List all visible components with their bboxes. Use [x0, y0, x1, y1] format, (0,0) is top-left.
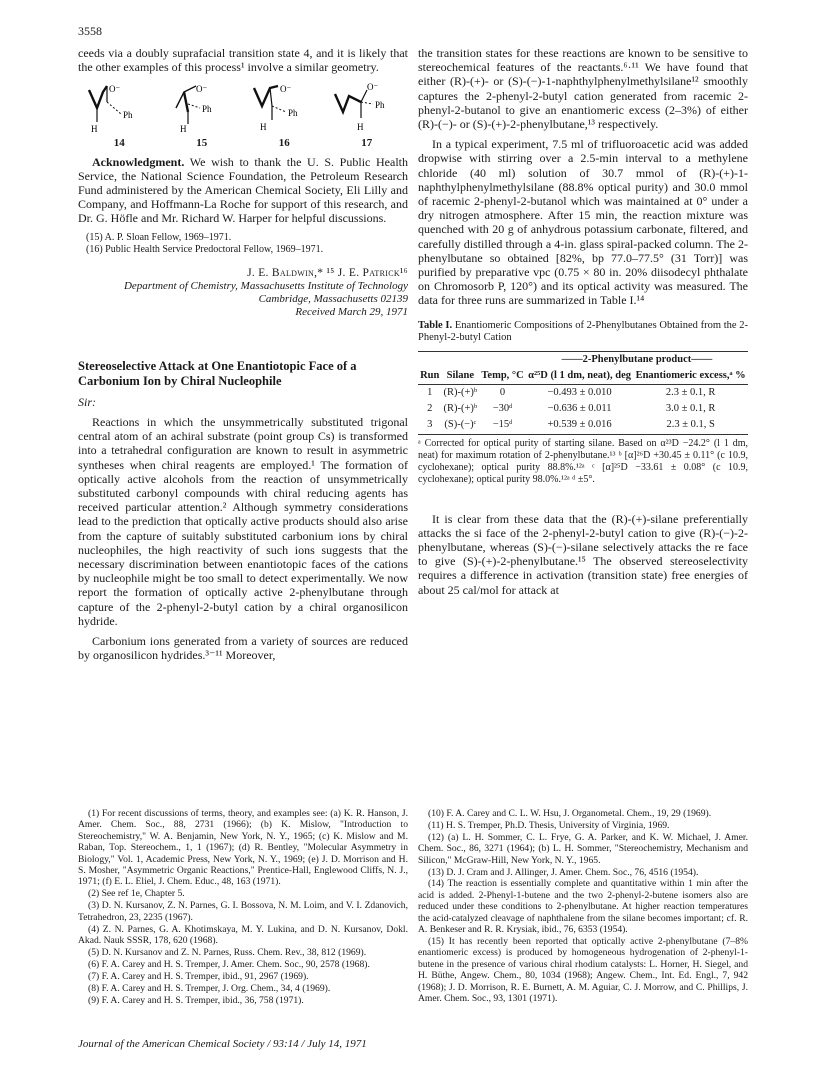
table-notes: ᵃ Corrected for optical purity of starting silane. Based on α²³D −24.2° (l 1 dm, neat) for maximum rotation of 2-phenylbutane.¹³ ᵇ [α]²⁶D +30.45 ± 0.11° (c 10.9, cyclohexane); optical purity 88.8%.¹²ᵃ ᶜ [α]²⁵D −33.61 ± 0.08° (c 10.9, cyclohexane); optical purity 98.0%.¹²ᵃ ᵈ ±5°.: [418, 437, 748, 485]
cell: −0.636 ± 0.011: [547, 403, 612, 415]
table-group-header: ——2-Phenylbutane product——: [526, 351, 748, 368]
structure-16-drawing: [248, 82, 320, 134]
reference: (11) H. S. Tremper, Ph.D. Thesis, University of Virginia, 1969.: [428, 819, 670, 831]
cell: +0.539 ± 0.016: [526, 417, 633, 434]
reference: (7) F. A. Carey and H. S. Tremper, ibid., 91, 2967 (1969).: [88, 970, 309, 982]
s14-o: O⁻: [109, 84, 121, 95]
structure-14: [81, 82, 157, 150]
s15-o: O⁻: [195, 84, 207, 95]
reference: (8) F. A. Carey and H. S. Tremper, J. Org. Chem., 34, 4 (1969).: [88, 982, 331, 994]
s17-o: O⁻: [366, 82, 378, 93]
structure-14-drawing: [83, 82, 155, 134]
page-number: 3558: [78, 24, 102, 38]
affiliation-city: Cambridge, Massachusetts 02139: [258, 292, 408, 305]
table-row: [418, 385, 748, 402]
acknowledgment: [78, 155, 408, 226]
reference: (2) See ref 1e, Chapter 5.: [88, 888, 185, 900]
reference: (3) D. N. Kursanov, Z. N. Parnes, G. I. Bossova, N. M. Loim, and V. I. Zdanovich, Tetrahedron, 23, 2235 (1967).: [78, 900, 408, 923]
th-ee: Enantiomeric excess,ᵃ %: [633, 368, 748, 385]
reference: (6) F. A. Carey and H. S. Tremper, J. Amer. Chem. Soc., 90, 2578 (1968).: [88, 958, 370, 970]
reference: (10) F. A. Carey and C. L. W. Hsu, J. Organometal. Chem., 19, 29 (1969).: [428, 808, 712, 819]
body-paragraph-2: Carbonium ions generated from a variety of sources are reduced by organosilicon hydrides.³⁻¹¹ Moreover,: [78, 634, 408, 663]
references-left: [78, 808, 408, 1006]
cell: (R)-(+)ᵇ: [443, 387, 478, 399]
table-caption-text: Enantiomeric Compositions of 2-Phenylbutanes Obtained from the 2-Phenyl-2-butyl Cation: [418, 319, 748, 344]
cell: 3.0 ± 0.1, R: [665, 403, 716, 415]
reference: (4) Z. N. Parnes, G. A. Khotimskaya, M. Y. Lukina, and D. N. Kursanov, Dokl. Akad. Nauk SSSR, 178, 620 (1968).: [78, 923, 408, 946]
s16-o: O⁻: [280, 84, 292, 95]
structure-15-drawing: [166, 82, 238, 134]
reference: (15) It has recently been reported that optically active 2-phenylbutane (7–8% enantiomeric excess) is produced by homogeneous hydrogenation of 2-phenyl-1-butene in the presence of various chiral rhodium catalysts: L. Horner, H. Siegel, and H. Büthe, Angew. Chem., 80, 1034 (1968); Angew. Chem., Int. Ed. Engl., 7, 942 (1968); J. D. Morrison, R. E. Burnett, A. M. Aguiar, C. J. Morrow, and C. Phillips, J. Amer. Chem. Soc., 93, 1301 (1971).: [418, 935, 748, 1004]
th-alpha: α²⁵D (l 1 dm, neat), deg: [526, 368, 633, 385]
affiliation-dept: Department of Chemistry, Massachusetts Institute of Technology: [123, 279, 408, 292]
references-right: [418, 808, 748, 1005]
footnote-15: (15) A. P. Sloan Fellow, 1969–1971.: [86, 231, 232, 243]
s14-ph: Ph: [123, 110, 133, 121]
structure-15-label: 15: [196, 137, 208, 150]
s17-h: H: [356, 122, 364, 133]
author-footnotes: [78, 232, 408, 256]
ack-text: We wish to thank the U. S. Public Health Service, the National Science Foundation, the Petroleum Research Fund administered by the American Chemical Society, Eli Lilly and Company, and Hoffmann-La Roche for support of this research, and Dr. G. Höfle and Mr. Richard W. Harper for helpful discussions.: [78, 154, 408, 226]
s17-ph: Ph: [374, 100, 385, 111]
table-row: [418, 417, 748, 434]
salutation: Sir:: [78, 394, 96, 409]
reference: (1) For recent discussions of terms, theory, and examples see: (a) K. R. Hanson, J. Amer. Chem. Soc., 88, 2731 (1966); (b) K. Mislow, "Introduction to Stereochemistry," W. A. Benjamin, New York, N. Y., 1965; (c) K. Mislow and M. Raban, Top. Stereochem., 1, 1 (1967); (d) R. Bentley, "Molecular Asymmetry in Biology," Vol. 1, Academic Press, New York, N. Y., 1969; (e) J. D. Morrison and H. S. Mosher, "Asymmetric Organic Reactions," Prentice-Hall, Englewood Cliffs, N. J., 1971; (f) E. L. Eliel, J. Chem. Educ., 48, 163 (1971).: [78, 808, 408, 888]
cell: 2: [427, 403, 433, 415]
cell: 2.3 ± 0.1, S: [633, 417, 748, 434]
right-paragraph-3: It is clear from these data that the (R)-(+)-silane preferentially attacks the si face of the 2-phenyl-2-butyl cation to give (R)-(−)-2-phenylbutane, whereas (S)-(−)-silane selectively attacks the re face to give (S)-(+)-2-phenylbutane.¹⁵ The observed stereoselectivity requires a difference in activation (transition state) free energies of about 25 cal/mol for attack at: [418, 511, 748, 597]
th-run: Run: [418, 368, 441, 385]
th-silane: Silane: [441, 368, 479, 385]
cell: (R)-(+)ᵇ: [443, 403, 478, 415]
author-line: J. E. Baldwin,* ¹⁵ J. E. Patrick¹⁶: [247, 266, 408, 279]
cell: 2.3 ± 0.1, R: [665, 387, 716, 399]
structure-row: [78, 82, 408, 150]
reference: (5) D. N. Kursanov and Z. N. Parnes, Russ. Chem. Rev., 38, 812 (1969).: [88, 946, 367, 958]
structure-17-label: 17: [361, 137, 373, 150]
structure-16: [246, 82, 322, 150]
structure-17: [329, 82, 405, 150]
journal-footer: Journal of the American Chemical Society / 93:14 / July 14, 1971: [78, 1038, 367, 1050]
reference: (14) The reaction is essentially complete and quantitative within 1 min after the acid is added. 2-Phenyl-1-butene and the two 2-phenyl-2-butene isomers also are reduced under these conditions to 2-phenylbutane. At higher reaction temperatures the acid-catalyzed cleavage of naphthalene from the silane becomes important; cf. R. A. Benkeser and R. R. Krysiak, ibid., 76, 6353 (1954).: [418, 878, 748, 936]
right-paragraph-1: the transition states for these reactions are known to be sensitive to stereochemical features of the reactants.⁶·¹¹ We have found that either (R)-(+)- or (S)-(−)-1-naphthylphenylmethylsilane¹² smoothly captures the 2-phenyl-2-butyl cation generated from racemic 2-phenyl-2-butanol to give an enantiomeric excess (2–3%) of either (R)-(−)- or (S)-(+)-2-phenylbutane,¹³ respectively.: [418, 46, 748, 132]
ack-title: Acknowledgment.: [92, 154, 185, 169]
body-paragraph-1: Reactions in which the unsymmetrically substituted trigonal central atom of an achiral substrate (point group Cs) is transformed into a tetrahedral configuration are known to result in asymmetric syntheses when chiral reagents are employed.¹ The formation of optically active alcohols from the reaction of unsymmetrically substituted carbonyl compounds with chiral reducing agents has received particular attention.² Although symmetry considerations lead to the prediction that optically active products should also arise from the capture of suitably substituted carbonium ions by chiral nucleophiles, the high reactivity of such ions suggests that the necessary discrimination between enantiotopic faces of the cations by nucleophile might be too small to detect experimentally. We now report the formation of optically active 2-phenylbutane through capture of the 2-phenyl-2-butyl cation by a chiral organosilicon hydride.: [78, 415, 408, 628]
reference: (13) D. J. Cram and J. Allinger, J. Amer. Chem. Soc., 76, 4516 (1954).: [428, 866, 699, 878]
article-title: Stereoselective Attack at One Enantiotopic Face of a Carbonium Ion by Chiral Nucleophile: [78, 358, 357, 388]
left-column: [78, 46, 408, 668]
cell: −30ᵈ: [492, 403, 513, 415]
reference: (12) (a) L. H. Sommer, C. L. Frye, G. A. Parker, and K. W. Michael, J. Amer. Chem. Soc., 86, 3271 (1964); (b) L. H. Sommer, "Stereochemistry, Mechanism and Silicon," McGraw-Hill, New York, N. Y., 1965.: [418, 831, 748, 866]
cell: −0.493 ± 0.010: [547, 387, 612, 399]
table-caption-label: Table I.: [418, 319, 453, 331]
structure-14-label: 14: [113, 137, 125, 150]
s15-h: H: [179, 124, 187, 135]
structure-17-drawing: [331, 82, 403, 134]
s16-h: H: [260, 122, 267, 133]
table-caption: [418, 320, 748, 345]
intro-paragraph: ceeds via a doubly suprafacial transition state 4, and it is likely that the other examples of this process¹ involve a similar geometry.: [78, 46, 408, 75]
table-row: [418, 401, 748, 417]
cell: (S)-(−)ᶜ: [441, 417, 479, 434]
s16-ph: Ph: [288, 108, 298, 119]
right-column: [418, 46, 748, 603]
reference: (9) F. A. Carey and H. S. Tremper, ibid., 36, 758 (1971).: [88, 994, 304, 1006]
th-temp: Temp, °C: [479, 368, 526, 385]
footnote-16: (16) Public Health Service Predoctoral Fellow, 1969–1971.: [86, 243, 324, 255]
cell: 1: [427, 387, 433, 399]
s15-ph: Ph: [201, 104, 212, 115]
structure-15: [164, 82, 240, 150]
received-date: Received March 29, 1971: [295, 305, 408, 318]
table-1: [418, 351, 748, 435]
structure-16-label: 16: [278, 137, 290, 150]
right-paragraph-2: In a typical experiment, 7.5 ml of trifluoroacetic acid was added dropwise with stirring over a 2.5-min interval to a methylene chloride (40 ml) solution of 30.7 mmol of (R)-(+)-1-naphthylphenylmethylsilane (88.8% optical purity) and 30.0 mmol of racemic 2-phenyl-2-butanol which was maintained at 0° under a dry nitrogen atmosphere. After 15 min, the reaction mixture was quenched with 20 g of anhydrous potassium carbonate, filtered, and carefully distilled through a 4-in. glass spiral-packed column. The 2-phenylbutane so obtained [82%, bp 77.0–77.5° (31 Torr)] was purified by preparative vpc (0.75 × 80 in. 20% diisodecyl phthalate on Chromosorb P, 120°) and its optical activity was measured. The data for three runs are summarized in Table I.¹⁴: [418, 137, 748, 308]
cell: 3: [418, 417, 441, 434]
cell: 0: [499, 387, 506, 399]
s14-h: H: [91, 124, 98, 135]
cell: −15ᵈ: [479, 417, 526, 434]
